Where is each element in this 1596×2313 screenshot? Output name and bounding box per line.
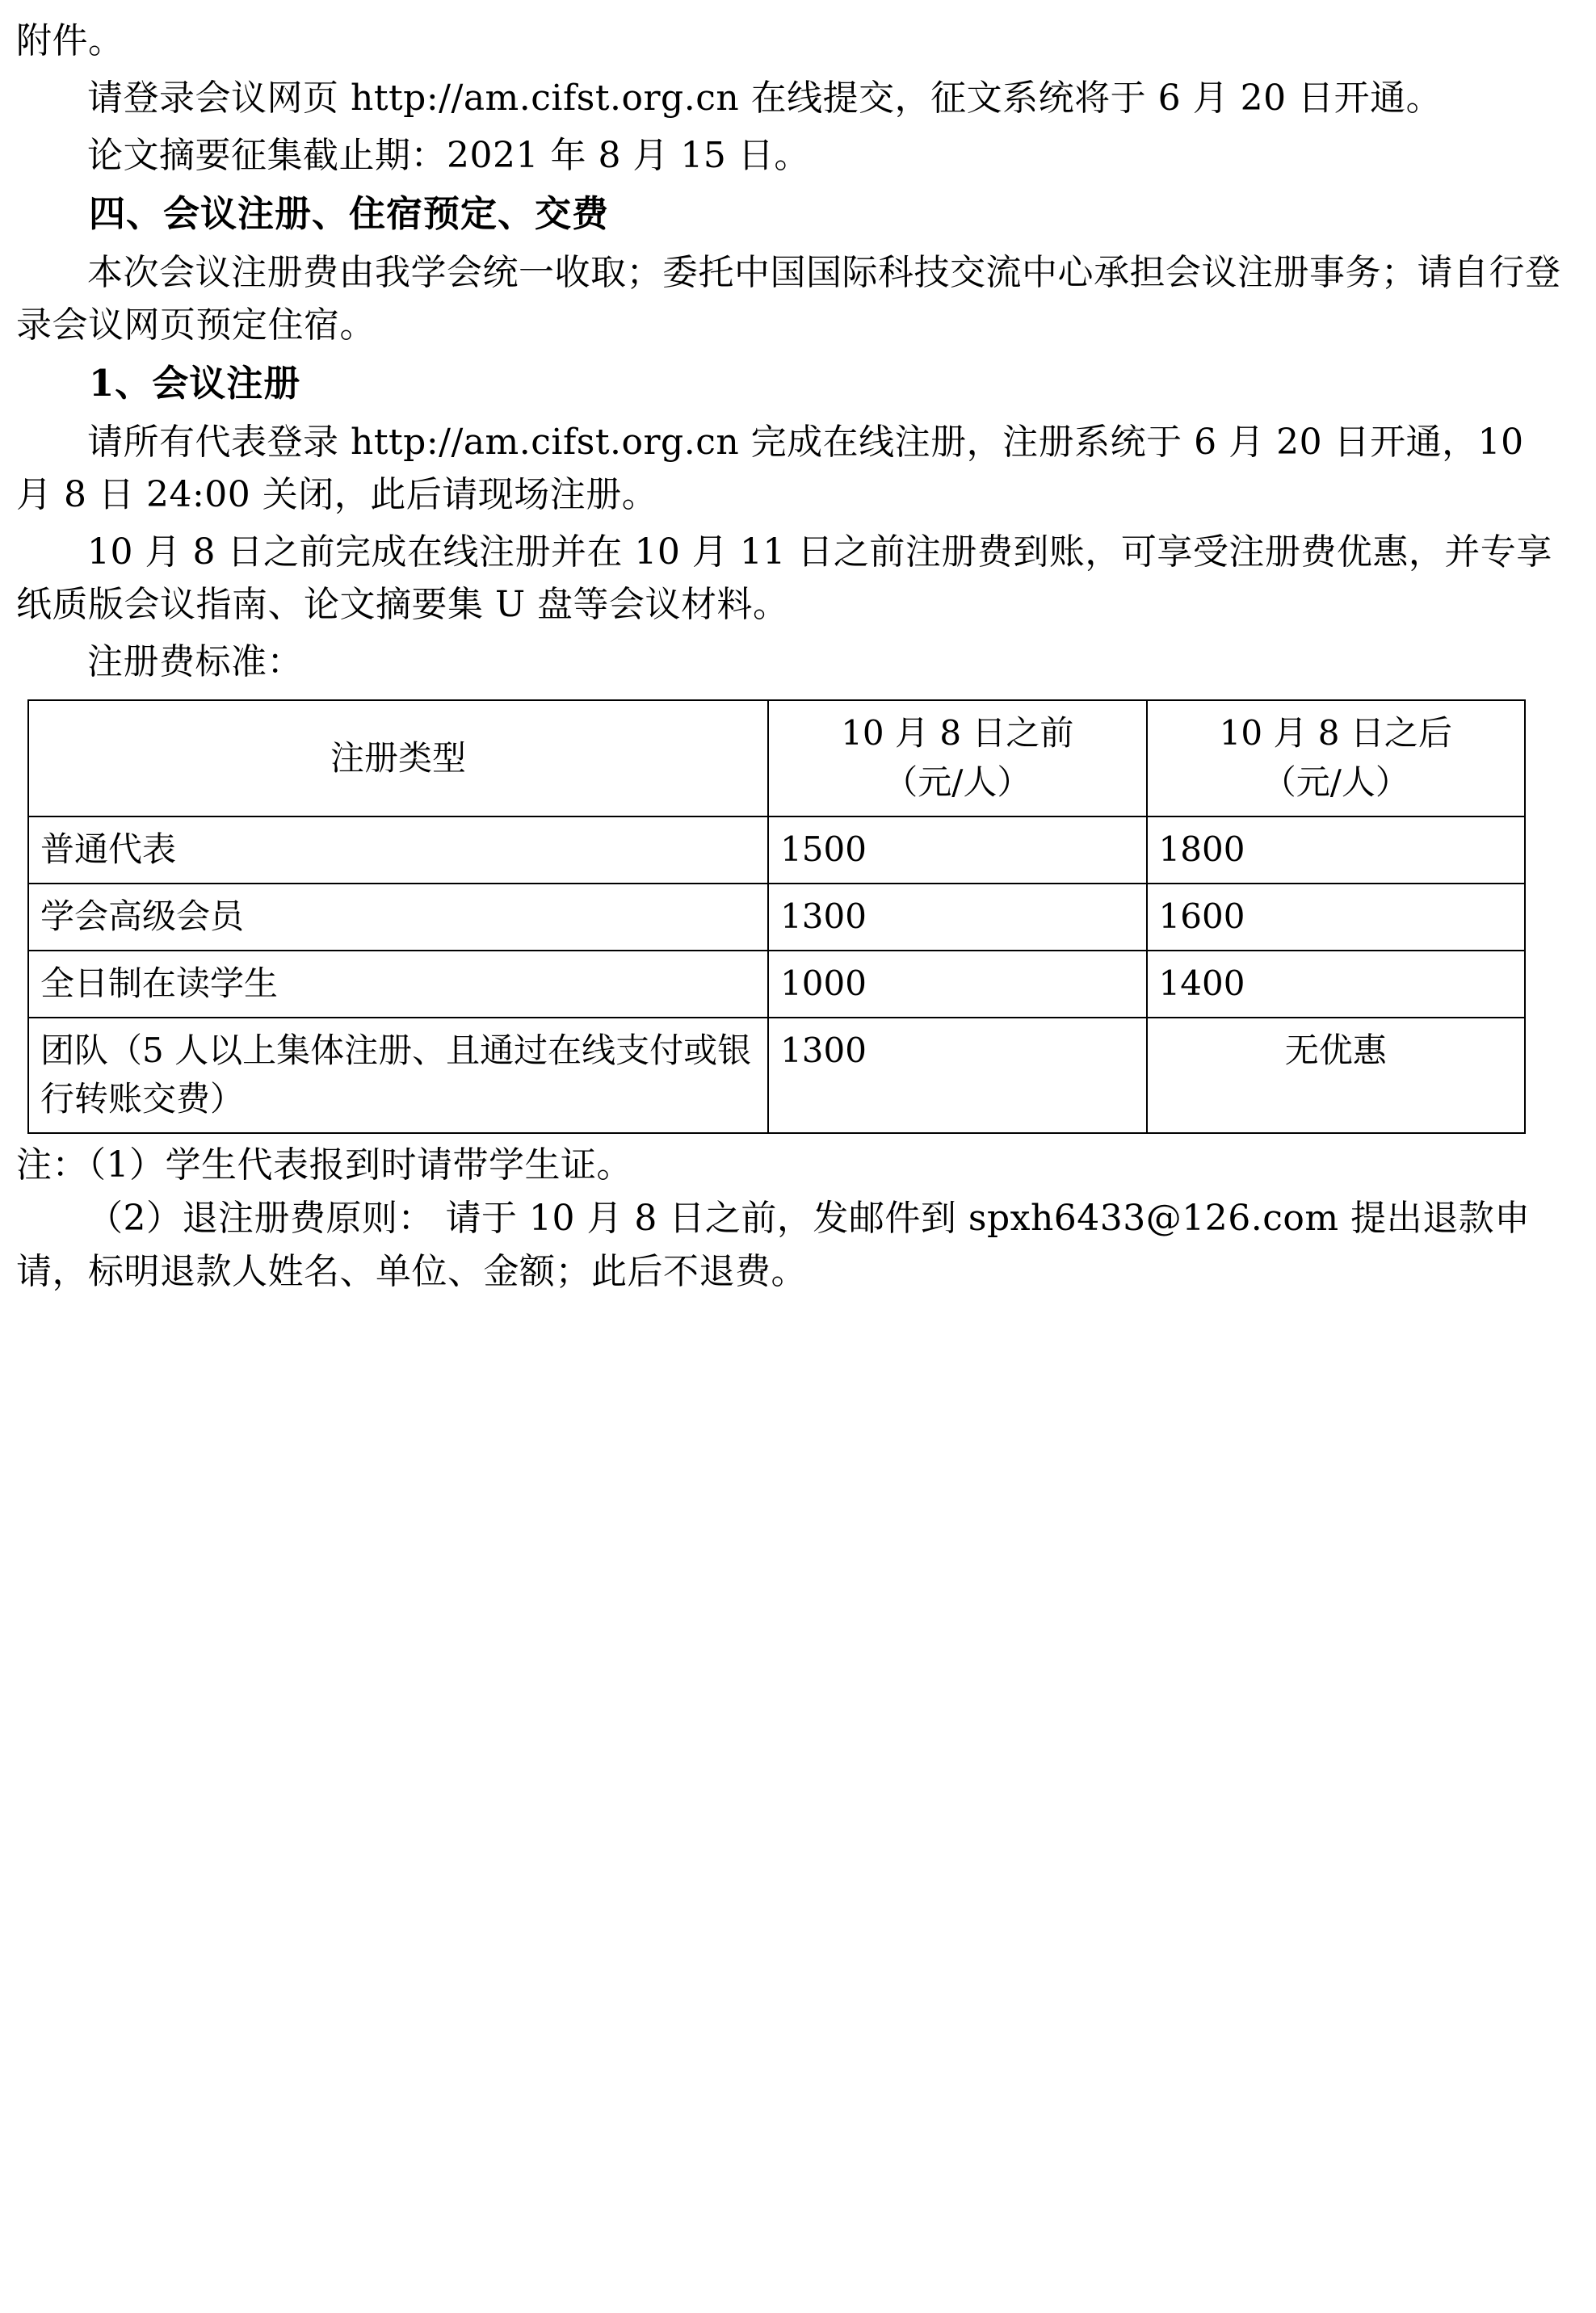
cell-type: 学会高级会员 bbox=[28, 884, 768, 951]
header-cell-after bbox=[1147, 700, 1525, 816]
header-before-line1: 10 月 8 日之前 bbox=[841, 713, 1074, 754]
table-row bbox=[28, 1018, 1525, 1134]
cell-before: 1300 bbox=[768, 884, 1146, 951]
table-row bbox=[28, 816, 1525, 884]
cell-type: 普通代表 bbox=[28, 816, 768, 884]
table-caption-fee-standard: 注册费标准： bbox=[87, 640, 303, 682]
cell-type: 全日制在读学生 bbox=[28, 951, 768, 1018]
cell-type: 团队（5 人以上集体注册、且通过在线支付或银行转账交费） bbox=[28, 1018, 768, 1134]
note-student-id: 注：（1）学生代表报到时请带学生证。 bbox=[16, 1144, 632, 1186]
table-row bbox=[28, 884, 1525, 951]
cell-before: 1500 bbox=[768, 816, 1146, 884]
header-after-line2: （元/人） bbox=[1262, 762, 1409, 802]
header-before-line2: （元/人） bbox=[884, 762, 1031, 802]
cell-before: 1300 bbox=[768, 1018, 1146, 1134]
paragraph-registration-fee-collection: 本次会议注册费由我学会统一收取；委托中国国际科技交流中心承担会议注册事务；请自行登录会议网页预定住宿。 bbox=[16, 251, 1561, 346]
header-cell-type bbox=[28, 700, 768, 816]
sub-heading-conference-registration: 1、会议注册 bbox=[89, 362, 301, 405]
note-refund-policy: （2）退注册费原则： 请于 10 月 8 日之前，发邮件到 spxh6433@126.com 提出退款申请，标明退款人姓名、单位、金额；此后不退费。 bbox=[16, 1198, 1531, 1293]
table-row bbox=[28, 951, 1525, 1018]
table-header-row bbox=[28, 700, 1525, 816]
header-cell-before bbox=[768, 700, 1146, 816]
paragraph-early-bird-discount: 10 月 8 日之前完成在线注册并在 10 月 11 日之前注册费到账，可享受注册费优惠，并专享纸质版会议指南、论文摘要集 U 盘等会议材料。 bbox=[16, 531, 1552, 625]
paragraph-attachment: 附件。 bbox=[16, 20, 124, 61]
paragraph-abstract-deadline: 论文摘要征集截止期：2021 年 8 月 15 日。 bbox=[87, 135, 810, 177]
header-after-line1: 10 月 8 日之后 bbox=[1219, 713, 1452, 754]
header-type-line1: 注册类型 bbox=[330, 737, 467, 778]
cell-before: 1000 bbox=[768, 951, 1146, 1018]
cell-after: 1800 bbox=[1147, 816, 1525, 884]
paragraph-online-registration: 请所有代表登录 http://am.cifst.org.cn 完成在线注册，注册系统于 6 月 20 日开通，10 月 8 日 24:00 关闭，此后请现场注册。 bbox=[16, 421, 1524, 515]
paragraph-submission-website: 请登录会议网页 http://am.cifst.org.cn 在线提交，征文系统将于 6 月 20 日开通。 bbox=[87, 78, 1443, 120]
registration-fee-table bbox=[27, 699, 1526, 1134]
cell-after: 1600 bbox=[1147, 884, 1525, 951]
cell-after: 无优惠 bbox=[1147, 1018, 1525, 1134]
section-heading-registration: 四、会议注册、住宿预定、交费 bbox=[89, 192, 610, 236]
fee-table-body bbox=[28, 816, 1525, 1133]
cell-after: 1400 bbox=[1147, 951, 1525, 1018]
fee-table-header bbox=[28, 700, 1525, 816]
